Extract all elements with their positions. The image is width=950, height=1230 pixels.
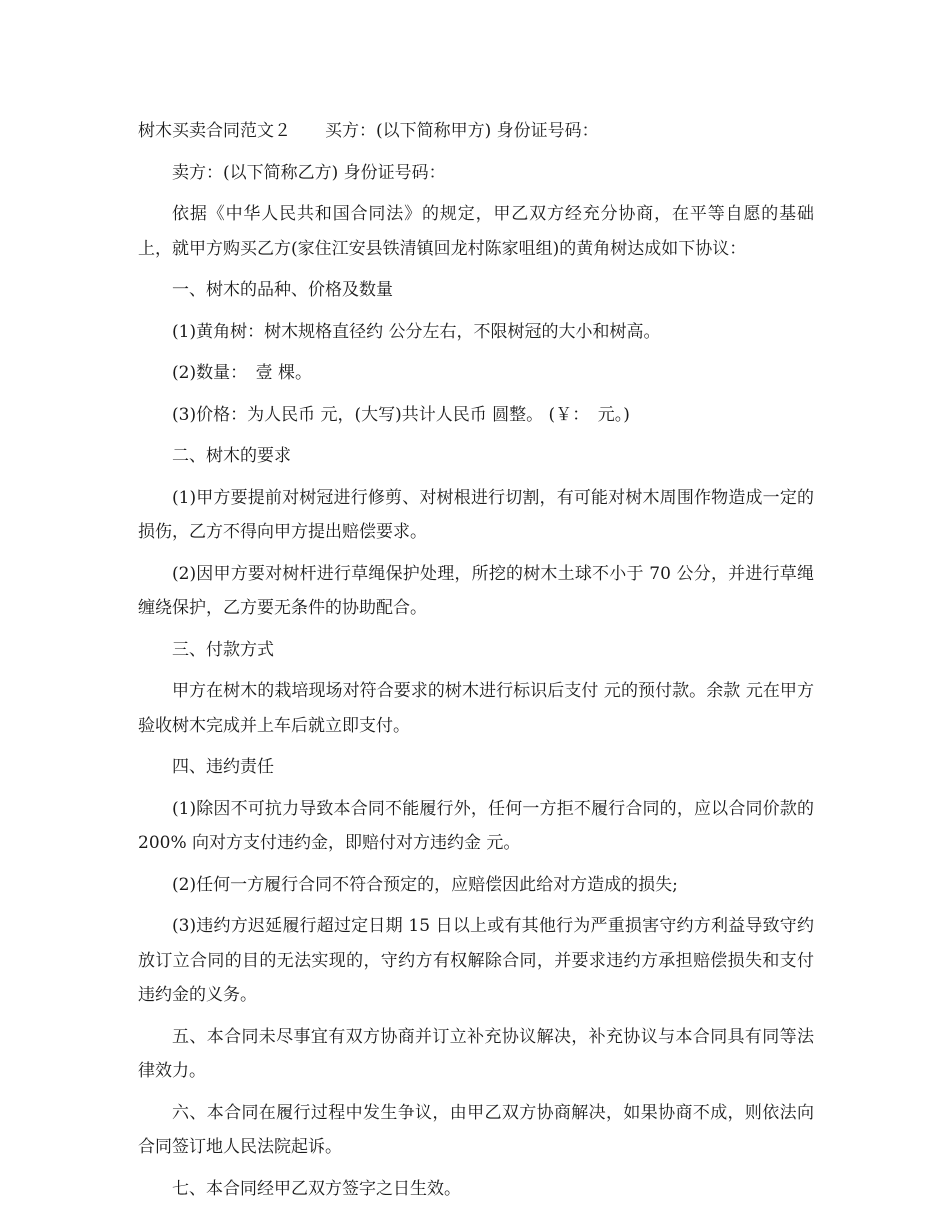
section-6-paragraph: 六、本合同在履行过程中发生争议，由甲乙双方协商解决，如果协商不成，则依法向合同签订地人民法院起诉。: [138, 1102, 814, 1157]
section-2-item-2: (2)因甲方要对树杆进行草绳保护处理，所挖的树木土球不小于 70 公分，并进行草绳缠绕保护，乙方要无条件的协助配合。: [138, 563, 814, 618]
intro-paragraph: 依据《中华人民共和国合同法》的规定，甲乙双方经充分协商，在平等自愿的基础上，就甲方购买乙方(家住江安县铁清镇回龙村陈家咀组)的黄角树达成如下协议：: [138, 204, 814, 259]
section-3-heading: 三、付款方式: [172, 639, 274, 660]
section-2-item-1: (1)甲方要提前对树冠进行修剪、对树根进行切割，有可能对树木周围作物造成一定的损伤，乙方不得向甲方提出赔偿要求。: [138, 487, 814, 542]
section-2-heading: 二、树木的要求: [172, 446, 291, 466]
section-4-item-3: (3)违约方迟延履行超过定日期 15 日以上或有其他行为严重损害守约方利益导致守约放订立合同的目的无法实现的，守约方有权解除合同，并要求违约方承担赔偿损失和支付违约金的义务。: [138, 916, 814, 1005]
section-3-body: 甲方在树木的栽培现场对符合要求的树木进行标识后支付 元的预付款。余款 元在甲方验收树木完成并上车后就立即支付。: [138, 681, 814, 736]
section-7-paragraph: 七、本合同经甲乙双方签字之日生效。: [172, 1178, 461, 1199]
section-4-heading: 四、违约责任: [172, 757, 274, 777]
document-body: [138, 114, 814, 1213]
buyer-line: 买方：(以下简称甲方) 身份证号码：: [325, 121, 599, 141]
title-line: [138, 114, 814, 149]
seller-line: 卖方：(以下简称乙方) 身份证号码：: [172, 162, 446, 183]
section-1-item-1: (1)黄角树：树木规格直径约 公分左右，不限树冠的大小和树高。: [172, 321, 661, 342]
section-5-paragraph: 五、本合同未尽事宜有双方协商并订立补充协议解决，补充协议与本合同具有同等法律效力。: [138, 1026, 814, 1081]
section-4-item-2: (2)任何一方履行合同不符合预定的，应赔偿因此给对方造成的损失;: [172, 874, 678, 895]
section-1-item-2: (2)数量： 壹 棵。: [172, 363, 312, 383]
section-4-item-1: (1)除因不可抗力导致本合同不能履行外，任何一方拒不履行合同的，应以合同价款的 200% 向对方支付违约金，即赔付对方违约金 元。: [138, 798, 814, 853]
section-1-heading: 一、树木的品种、价格及数量: [172, 280, 393, 300]
document-title: 树木买卖合同范文２: [138, 121, 291, 141]
section-1-item-3: (3)价格：为人民币 元，(大写)共计人民币 圆整。 (￥： 元。): [172, 404, 630, 425]
